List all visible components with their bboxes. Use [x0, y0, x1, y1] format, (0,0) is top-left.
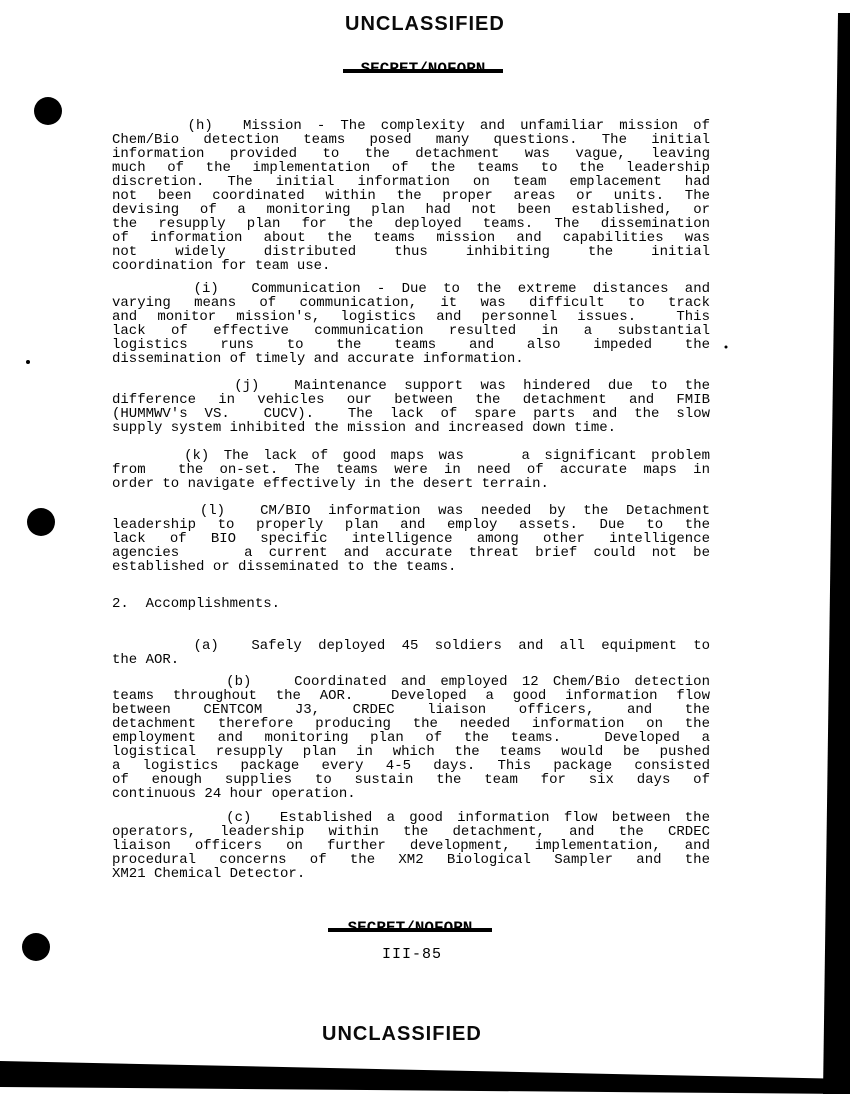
text-line: order to navigate effectively in the desert terrain.	[112, 476, 549, 492]
text-line: of enough supplies to sustain the team for six days of	[112, 772, 710, 788]
text-line: between CENTCOM J3, CRDEC liaison officers, and the	[112, 702, 710, 718]
paragraph-j	[112, 379, 710, 435]
text-line: operators, leadership within the detachment, and the CRDEC	[112, 824, 710, 840]
text-line: continuous 24 hour operation.	[112, 786, 356, 802]
strikethrough-line	[343, 69, 503, 73]
text-line: from the on-set. The teams were in need of accurate maps in	[112, 462, 710, 478]
text-line: agencies a current and accurate threat brief could not be	[112, 545, 710, 561]
paragraph-b	[112, 675, 710, 801]
hole-punch-bottom	[22, 933, 50, 961]
text-line: not widely distributed thus inhibiting the initial	[112, 244, 710, 260]
paragraph-h	[112, 119, 710, 273]
text-line: (j) Maintenance support was hindered due to the	[112, 378, 710, 394]
top-classification-banner: UNCLASSIFIED	[345, 13, 505, 35]
paragraph-i	[112, 282, 710, 366]
text-line: of information about the teams mission and capabilities was	[112, 230, 710, 246]
paragraph-a	[112, 639, 710, 667]
text-line: lack of BIO specific intelligence among other intelligence	[112, 531, 710, 547]
text-line: teams throughout the AOR. Developed a good information flow	[112, 688, 710, 704]
page-number: III-85	[382, 946, 443, 963]
document-body	[112, 119, 710, 881]
text-line: (b) Coordinated and employed 12 Chem/Bio detection	[112, 674, 710, 690]
hole-punch-top	[34, 97, 62, 125]
footer-secret-noforn-marking	[328, 919, 492, 937]
text-line: the resupply plan for the deployed teams. The dissemination	[112, 216, 710, 232]
paragraph-c	[112, 811, 710, 881]
text-line: procedural concerns of the XM2 Biological Sampler and the	[112, 852, 710, 868]
text-line: not been coordinated within the proper areas or units. The	[112, 188, 710, 204]
text-line: (k) The lack of good maps was a significant problem	[112, 448, 710, 464]
text-line: much of the implementation of the teams to the leadership	[112, 160, 710, 176]
paragraph-k	[112, 449, 710, 491]
text-line: employment and monitoring plan of the teams. Developed a	[112, 730, 710, 746]
text-line: detachment therefore producing the needed information on the	[112, 716, 710, 732]
scan-edge-right	[823, 13, 850, 1094]
text-line: (a) Safely deployed 45 soldiers and all equipment to	[112, 638, 710, 654]
text-line: (l) CM/BIO information was needed by the Detachment	[112, 503, 710, 519]
text-line: devising of a monitoring plan had not been established, or	[112, 202, 710, 218]
scan-edge-bottom	[0, 1061, 850, 1094]
text-line: (c) Established a good information flow between the	[112, 810, 710, 826]
text-line: logistical resupply plan in which the teams would be pushed	[112, 744, 710, 760]
hole-punch-middle	[27, 508, 55, 536]
text-line: lack of effective communication resulted in a substantial	[112, 323, 710, 339]
paragraph-l	[112, 504, 710, 574]
text-line: (h) Mission - The complexity and unfamiliar mission of	[112, 118, 710, 134]
text-line: a logistics package every 4-5 days. This package consisted	[112, 758, 710, 774]
text-line: supply system inhibited the mission and increased down time.	[112, 420, 617, 436]
ink-speck	[725, 346, 728, 349]
ink-speck	[26, 360, 30, 364]
text-line: Chem/Bio detection teams posed many questions. The initial	[112, 132, 710, 148]
text-line: logistics runs to the teams and also impeded the	[112, 337, 710, 353]
strikethrough-line	[328, 928, 492, 932]
text-line: and monitor mission's, logistics and personnel issues. This	[112, 309, 710, 325]
text-line: (i) Communication - Due to the extreme distances and	[112, 281, 710, 297]
text-line: (HUMMWV's VS. CUCV). The lack of spare parts and the slow	[112, 406, 710, 422]
text-line: discretion. The initial information on team emplacement had	[112, 174, 710, 190]
text-line: liaison officers on further development, implementation, and	[112, 838, 710, 854]
text-line: varying means of communication, it was difficult to track	[112, 295, 710, 311]
bottom-classification-banner: UNCLASSIFIED	[322, 1023, 482, 1045]
text-line: leadership to properly plan and employ assets. Due to the	[112, 517, 710, 533]
text-line: established or disseminated to the teams.	[112, 559, 457, 575]
text-line: difference in vehicles our between the detachment and FMIB	[112, 392, 710, 408]
text-line: XM21 Chemical Detector.	[112, 866, 306, 882]
text-line: dissemination of timely and accurate information.	[112, 351, 524, 367]
text-line: 2. Accomplishments.	[112, 596, 281, 612]
text-line: information provided to the detachment was vague, leaving	[112, 146, 710, 162]
text-line: coordination for team use.	[112, 258, 331, 274]
header-secret-noforn-marking	[343, 60, 503, 78]
paragraph-section-2-heading	[112, 597, 710, 611]
text-line: the AOR.	[112, 652, 180, 668]
